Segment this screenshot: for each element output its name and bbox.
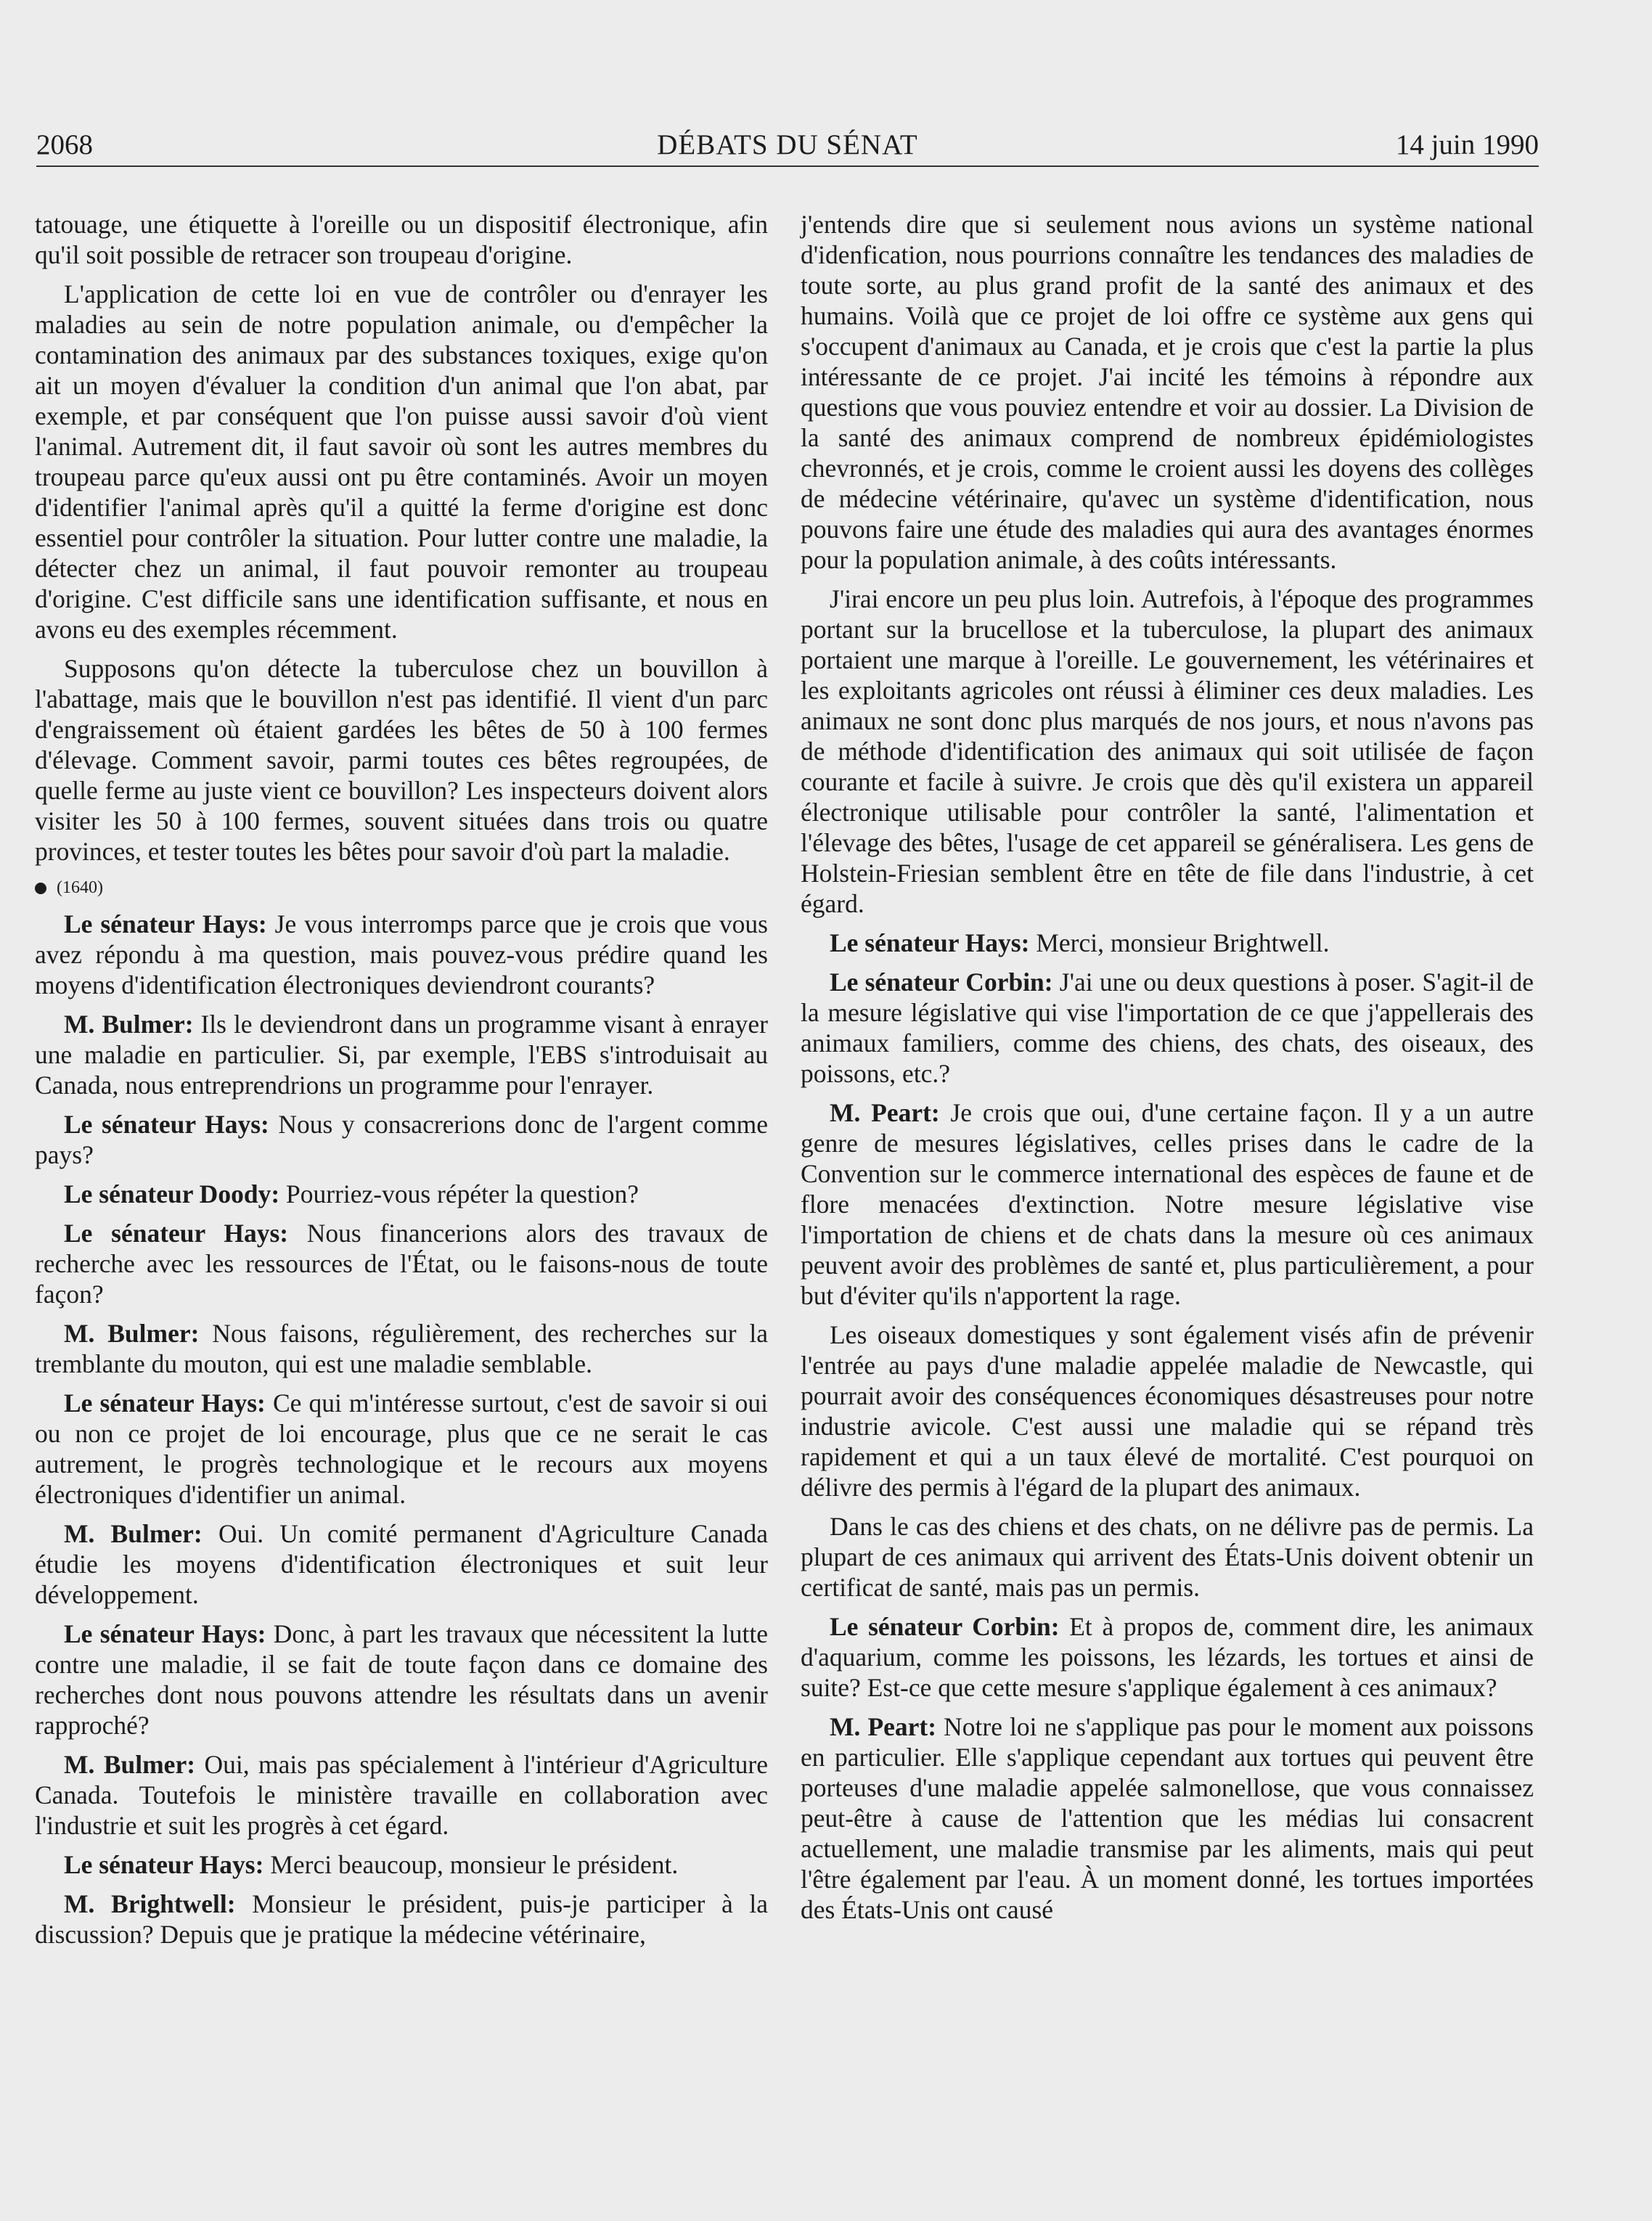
page-number: 2068 xyxy=(36,129,93,160)
speech xyxy=(35,1318,768,1379)
speech-text: J'ai une ou deux questions à poser. S'agit-il de la mesure législative qui vise l'importation de ce que j'appellerais des animaux familiers, comme des chiens, des chats, des oiseaux, des poissons, etc.? xyxy=(801,968,1534,1088)
speech-text: Et à propos de, comment dire, les animaux d'aquarium, comme les poissons, les lézards, les tortues et ainsi de suite? Est-ce que cette mesure s'applique également à ces animaux? xyxy=(801,1612,1534,1702)
speaker-name: M. Brightwell: xyxy=(64,1889,236,1918)
speech-text: Ils le deviendront dans un programme visant à enrayer une maladie en particulier. Si, par exemple, l'EBS s'introduisait au Canada, nous entreprendrions un programme pour l'enrayer. xyxy=(35,1010,768,1100)
speech xyxy=(35,1619,768,1741)
speech xyxy=(801,1611,1534,1703)
speech-text: Notre loi ne s'applique pas pour le moment aux poissons en particulier. Elle s'applique cependant aux tortues qui peuvent être porteuses d'une maladie appelée salmonellose, que vous connaissez peut-être à cause de l'attention que les médias lui consacrent actuellement, une maladie transmise par les aliments, mais qui peut l'être également par l'eau. À un moment donné, les tortues importées des États-Unis ont causé xyxy=(801,1712,1534,1924)
speaker-name: Le sénateur Hays: xyxy=(64,1110,269,1139)
speaker-name: Le sénateur Hays: xyxy=(64,1619,266,1648)
speaker-name: Le sénateur Hays: xyxy=(64,1388,266,1418)
speech xyxy=(35,1388,768,1510)
speech-text: Ce qui m'intéresse surtout, c'est de savoir si oui ou non ce projet de loi encourage, plus que ce ne serait le cas autrement, le progrès technologique et le recours aux moyens électroniques d'identifier un animal. xyxy=(35,1388,768,1509)
speaker-name: Le sénateur Hays: xyxy=(64,1850,264,1879)
speech-text: Je vous interromps parce que je crois que vous avez répondu à ma question, mais pouvez-vous prédire quand les moyens d'identification électroniques deviendront courants? xyxy=(35,909,768,999)
speech xyxy=(35,1889,768,1950)
paragraph: tatouage, une étiquette à l'oreille ou un dispositif électronique, afin qu'il soit possible de retracer son troupeau d'origine. xyxy=(35,210,768,269)
speech xyxy=(35,1179,768,1209)
speech-text: Je crois que oui, d'une certaine façon. Il y a un autre genre de mesures législatives, celles prises dans le cadre de la Convention sur le commerce international des espèces de faune et de flore menacées d'extinction. Notre mesure législative vise l'importation de chiens et de chats dans la mesure où ces animaux peuvent avoir des problèmes de santé et, plus particulièrement, a pour but d'éviter qu'ils n'apportent la rage. xyxy=(801,1098,1534,1310)
paragraph: Dans le cas des chiens et des chats, on ne délivre pas de permis. La plupart de ces animaux qui arrivent des États-Unis doivent obtenir un certificat de santé, mais pas un permis. xyxy=(801,1512,1534,1602)
speaker-name: Le sénateur Corbin: xyxy=(830,968,1053,997)
speaker-name: Le sénateur Doody: xyxy=(64,1179,280,1208)
speaker-name: Le sénateur Hays: xyxy=(64,909,267,938)
speech-text: Pourriez-vous répéter la question? xyxy=(279,1179,639,1208)
speech xyxy=(35,1518,768,1610)
speech-text: Nous financerions alors des travaux de recherche avec les ressources de l'État, ou le faisons-nous de toute façon? xyxy=(35,1219,768,1309)
running-title: DÉBATS DU SÉNAT xyxy=(657,129,918,160)
speaker-name: Le sénateur Hays: xyxy=(64,1219,289,1248)
bullet-icon xyxy=(35,883,46,894)
speech xyxy=(801,928,1534,958)
speaker-name: M. Bulmer: xyxy=(64,1750,196,1779)
speaker-name: M. Peart: xyxy=(830,1098,940,1127)
speech-text: Nous faisons, régulièrement, des recherches sur la tremblante du mouton, qui est une maladie semblable. xyxy=(35,1319,769,1378)
right-column xyxy=(801,209,1534,1934)
paragraph: j'entends dire que si seulement nous avions un système national d'idenfication, nous pourrions connaître les tendances des maladies de toute sorte, au plus grand profit de la santé des animaux et des humains. Voilà que ce projet de loi offre ce système aux gens qui s'occupent d'animaux au Canada, et je crois que c'est la partie la plus intéressante de ce projet. J'ai incité les témoins à répondre aux questions que vous pouviez entendre et voir au dossier. La Division de la santé des animaux comprend de nombreux épidémiologistes chevronnés, et je crois, comme le croient aussi les doyens des collèges de médecine vétérinaire, qu'avec un système d'identification, nous pouvons faire une étude des maladies qui aura des avantages énormes pour la population animale, à des coûts intéressants. xyxy=(801,210,1534,574)
left-column xyxy=(35,209,768,1958)
speech xyxy=(35,1218,768,1309)
speech xyxy=(801,1711,1534,1925)
speaker-name: M. Peart: xyxy=(830,1712,937,1741)
speech xyxy=(35,1849,768,1880)
speech-text: Monsieur le président, puis-je participer à la discussion? Depuis que je pratique la médecine vétérinaire, xyxy=(35,1889,768,1949)
speech xyxy=(801,1097,1534,1311)
paragraph: J'irai encore un peu plus loin. Autrefois, à l'époque des programmes portant sur la brucellose et la tuberculose, la plupart des animaux portaient une marque à l'oreille. Le gouvernement, les vétérinaires et les exploitants agricoles ont réussi à éliminer ces deux maladies. Les animaux ne sont donc plus marqués de nos jours, et nous n'avons pas de méthode d'identification des animaux qui soit utilisée de façon courante et facile à suivre. Je crois que dès qu'il existera un appareil électronique utilisable pour contrôler la santé, l'alimentation et l'élevage des bêtes, l'usage de cet appareil se généralisera. Les gens de Holstein-Friesian semblent être en tête de file dans l'industrie, à cet égard. xyxy=(801,584,1534,918)
speech-text: Nous y consacrerions donc de l'argent comme pays? xyxy=(35,1110,768,1169)
speech xyxy=(35,1749,768,1841)
paragraph: Les oiseaux domestiques y sont également visés afin de prévenir l'entrée au pays d'une maladie appelée maladie de Newcastle, qui pourrait avoir des conséquences économiques désastreuses pour notre industrie avicole. C'est aussi une maladie qui se répand très rapidement et qui a un taux élevé de mortalité. C'est pourquoi on délivre des permis à l'égard de la plupart des animaux. xyxy=(801,1320,1534,1502)
speaker-name: Le sénateur Hays: xyxy=(830,928,1030,957)
speech-text: Oui. Un comité permanent d'Agriculture Canada étudie les moyens d'identification électroniques et suit leur développement. xyxy=(35,1519,768,1609)
time-marker-text: (1640) xyxy=(57,878,103,897)
time-marker xyxy=(35,875,768,900)
speaker-name: M. Bulmer: xyxy=(64,1010,194,1039)
speaker-name: Le sénateur Corbin: xyxy=(830,1612,1060,1641)
speech-text: Oui, mais pas spécialement à l'intérieur d'Agriculture Canada. Toutefois le ministère travaille en collaboration avec l'industrie et suit les progrès à cet égard. xyxy=(35,1750,768,1840)
speech xyxy=(35,909,768,1000)
speech-text: Donc, à part les travaux que nécessitent la lutte contre une maladie, il se fait de toute façon dans ce domaine des recherches dont nous pouvons attendre les résultats dans un avenir rapproché? xyxy=(35,1619,768,1740)
speaker-name: M. Bulmer: xyxy=(64,1319,200,1348)
speech xyxy=(801,967,1534,1089)
speech xyxy=(35,1009,768,1100)
speech-text: Merci beaucoup, monsieur le président. xyxy=(263,1850,679,1879)
header-date: 14 juin 1990 xyxy=(1395,129,1539,160)
speaker-name: M. Bulmer: xyxy=(64,1519,203,1548)
speech xyxy=(35,1109,768,1170)
page-header xyxy=(36,122,1539,167)
speech-text: Merci, monsieur Brightwell. xyxy=(1029,928,1330,957)
paragraph: L'application de cette loi en vue de contrôler ou d'enrayer les maladies au sein de notre population animale, ou d'empêcher la contamination des animaux par des substances toxiques, exige qu'on ait un moyen d'évaluer la condition d'un animal que l'on abat, par exemple, et par conséquent que l'on puisse aussi savoir d'où vient l'animal. Autrement dit, il faut savoir où sont les autres membres du troupeau parce qu'eux aussi ont pu être contaminés. Avoir un moyen d'identifier l'animal après qu'il a quitté la ferme d'origine est donc essentiel pour contrôler la situation. Pour lutter contre une maladie, la détecter chez un animal, il faut pouvoir remonter au troupeau d'origine. C'est difficile sans une identification suffisante, et nous en avons eu des exemples récemment. xyxy=(35,279,768,644)
paragraph: Supposons qu'on détecte la tuberculose chez un bouvillon à l'abattage, mais que le bouvillon n'est pas identifié. Il vient d'un parc d'engraissement où étaient gardées les bêtes de 50 à 100 fermes d'élevage. Comment savoir, parmi toutes ces bêtes regroupées, de quelle ferme au juste vient ce bouvillon? Les inspecteurs doivent alors visiter les 50 à 100 fermes, souvent situées dans trois ou quatre provinces, et tester toutes les bêtes pour savoir d'où part la maladie. xyxy=(35,654,768,866)
